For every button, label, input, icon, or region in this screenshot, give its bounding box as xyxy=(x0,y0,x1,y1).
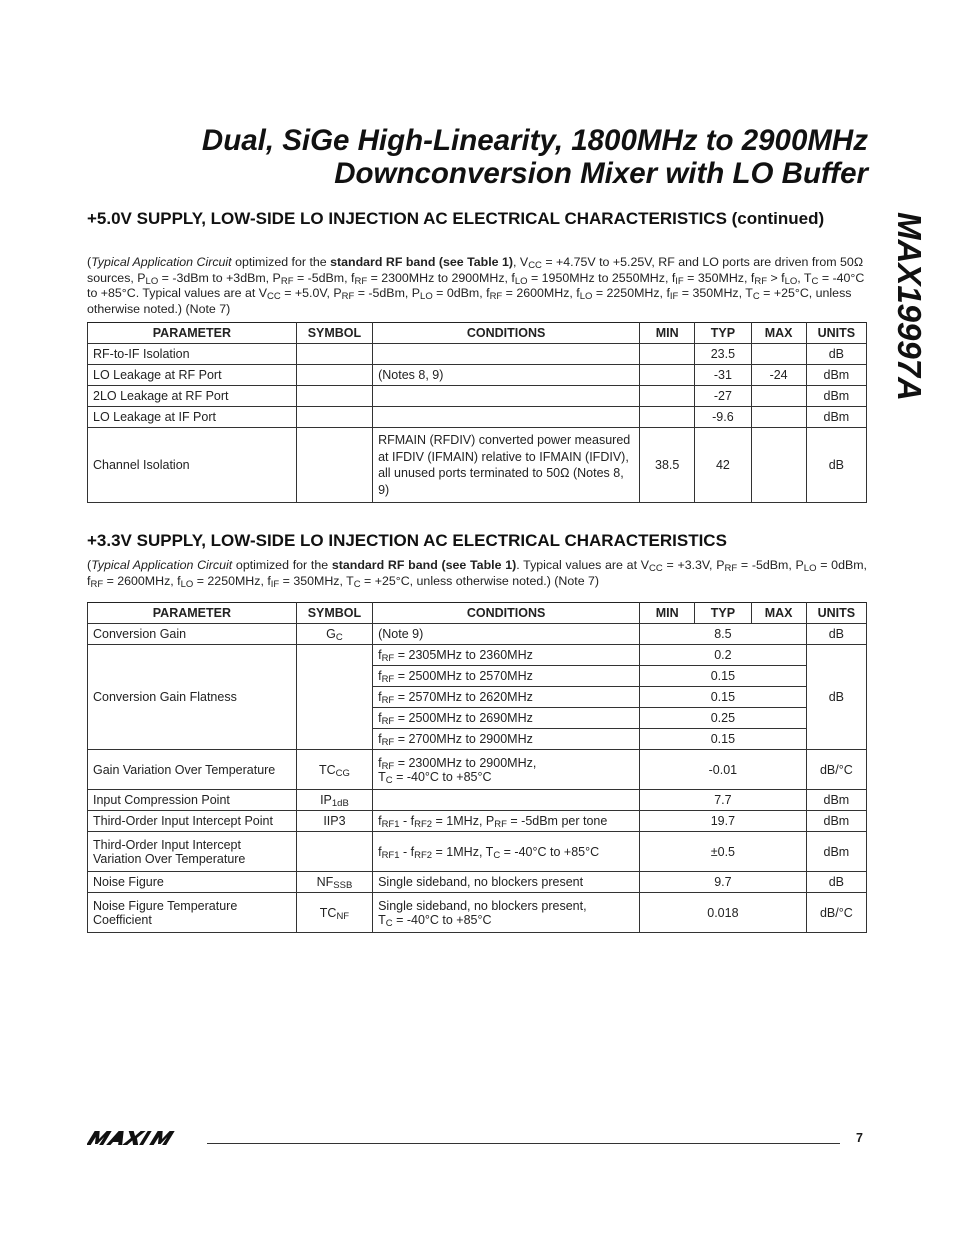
parameter-cell: Channel Isolation xyxy=(88,428,297,503)
header-parameter: PARAMETER xyxy=(88,603,297,624)
document-title xyxy=(202,124,868,190)
conditions-cell: (Notes 8, 9) xyxy=(373,365,640,386)
table-row xyxy=(88,428,867,503)
typ-cell: 0.2 xyxy=(640,645,807,666)
typ-cell: 23.5 xyxy=(695,344,751,365)
header-typ: TYP xyxy=(695,323,751,344)
conditions-cell: $f_{RF} = 2700MHz$ to 2900MHz xyxy=(373,729,640,750)
parameter-cell: Conversion Gain Flatness xyxy=(88,645,297,750)
symbol-cell: IIP3 xyxy=(296,811,372,832)
parameter-cell: Gain Variation Over Temperature xyxy=(88,750,297,790)
parameter-cell: Conversion Gain xyxy=(88,624,297,645)
header-symbol: SYMBOL xyxy=(296,323,372,344)
footer-rule xyxy=(207,1143,840,1144)
units-cell: dBm xyxy=(806,832,866,872)
max-cell xyxy=(751,428,806,503)
table-header-row xyxy=(88,323,867,344)
units-cell: dBm xyxy=(806,386,866,407)
conditions-cell xyxy=(373,344,640,365)
header-max: MAX xyxy=(751,323,806,344)
parameter-cell: Noise Figure xyxy=(88,872,297,893)
flatness-range: = 2700MHz to 2900MHz xyxy=(397,732,533,746)
table-row xyxy=(88,872,867,893)
symbol-cell: $TC_{NF}$ xyxy=(296,893,372,933)
conditions-cell: $f_{RF} = 2305MHz$ to 2360MHz xyxy=(373,645,640,666)
header-units: UNITS xyxy=(806,323,866,344)
table-row xyxy=(88,386,867,407)
conditions-cell xyxy=(373,790,640,811)
symbol-cell: $G_C$ xyxy=(296,624,372,645)
table-row xyxy=(88,790,867,811)
parameter-cell: 2LO Leakage at RF Port xyxy=(88,386,297,407)
maxim-logo-graphic xyxy=(87,1130,199,1146)
table-row xyxy=(88,407,867,428)
typ-cell: 0.018 xyxy=(640,893,807,933)
conditions-cell: $f_{RF} = 2300MHz$ to 2900MHz, $T_C = -40^\circ C$ to +85°C xyxy=(373,750,640,790)
parameter-cell: Input Compression Point xyxy=(88,790,297,811)
typ-cell: 0.15 xyxy=(640,687,807,708)
units-cell: dBm xyxy=(806,790,866,811)
typ-cell: 0.15 xyxy=(640,729,807,750)
parameter-cell: Third-Order Input Intercept Point xyxy=(88,811,297,832)
max-cell xyxy=(751,407,806,428)
typ-cell: 19.7 xyxy=(640,811,807,832)
table-row xyxy=(88,624,867,645)
symbol-cell xyxy=(296,428,372,503)
section1-heading: +5.0V SUPPLY, LOW-SIDE LO INJECTION AC ELECTRICAL CHARACTERISTICS (continued) xyxy=(87,209,825,228)
flatness-range: = 2570MHz to 2620MHz xyxy=(397,690,533,704)
symbol-cell xyxy=(296,407,372,428)
conditions-cell: Single sideband, no blockers present xyxy=(373,872,640,893)
units-cell: dB xyxy=(806,624,866,645)
header-max: MAX xyxy=(751,603,806,624)
conditions-cell: Single sideband, no blockers present, $T_C = -40^\circ C$ to +85°C xyxy=(373,893,640,933)
table-header-row xyxy=(88,603,867,624)
title-line-2: Downconversion Mixer with LO Buffer xyxy=(334,157,868,190)
table-row xyxy=(88,750,867,790)
maxim-logo xyxy=(87,1130,199,1151)
title-line-1: Dual, SiGe High-Linearity, 1800MHz to 2900MHz xyxy=(201,124,868,157)
table-row xyxy=(88,893,867,933)
side-part-number xyxy=(880,212,940,472)
conditions-cell: $f_{RF} = 2570MHz$ to 2620MHz xyxy=(373,687,640,708)
header-min: MIN xyxy=(640,603,695,624)
typ-cell: 0.25 xyxy=(640,708,807,729)
table-row xyxy=(88,365,867,386)
units-cell: dB/°C xyxy=(806,893,866,933)
units-cell: dBm xyxy=(806,407,866,428)
units-cell: dB xyxy=(806,428,866,503)
side-part-number-text: MAX19997A xyxy=(891,212,928,401)
section1-table xyxy=(87,322,867,503)
symbol-cell xyxy=(296,645,372,750)
min-cell xyxy=(640,386,695,407)
typ-cell: -31 xyxy=(695,365,751,386)
min-cell: 38.5 xyxy=(640,428,695,503)
min-cell xyxy=(640,365,695,386)
parameter-cell: Third-Order Input Intercept Variation Over Temperature xyxy=(88,832,297,872)
min-cell xyxy=(640,344,695,365)
header-parameter: PARAMETER xyxy=(88,323,297,344)
flatness-range: = 2500MHz to 2570MHz xyxy=(397,669,533,683)
units-cell: dBm xyxy=(806,811,866,832)
symbol-cell xyxy=(296,386,372,407)
parameter-cell: RF-to-IF Isolation xyxy=(88,344,297,365)
symbol-cell: $NF_{SSB}$ xyxy=(296,872,372,893)
header-conditions: CONDITIONS xyxy=(373,603,640,624)
units-cell: dBm xyxy=(806,365,866,386)
conditions-cell: $f_{RF1} - f_{RF2} = 1MHz$, $P_{RF} = -5dBm$ per tone xyxy=(373,811,640,832)
table-row xyxy=(88,645,867,666)
units-cell: dB xyxy=(806,344,866,365)
conditions-cell: $f_{RF1} - f_{RF2} = 1MHz$, $T_C = -40^\circ C$ to +85°C xyxy=(373,832,640,872)
section2-conditions: (Typical Application Circuit optimized for the standard RF band (see Table 1). Typical values are at $V_{CC} = +3.3V$, $P_{RF} = -5dBm$, $P_{LO} = 0dBm$, $f_{RF} = 2600MHz$, $f_{LO} = 2250MHz$, $f_{IF} = 350MHz$, $T_C = +25^\circ C$, unless otherwise noted.) (Note 7) xyxy=(87,558,867,590)
max-cell xyxy=(751,386,806,407)
max-cell: -24 xyxy=(751,365,806,386)
parameter-cell: LO Leakage at IF Port xyxy=(88,407,297,428)
units-cell: dB xyxy=(806,872,866,893)
section2-heading: +3.3V SUPPLY, LOW-SIDE LO INJECTION AC ELECTRICAL CHARACTERISTICS xyxy=(87,531,727,550)
conditions-cell: (Note 9) xyxy=(373,624,640,645)
units-cell: dB xyxy=(806,645,866,750)
symbol-cell xyxy=(296,344,372,365)
typ-cell: -0.01 xyxy=(640,750,807,790)
header-units: UNITS xyxy=(806,603,866,624)
parameter-cell: Noise Figure Temperature Coefficient xyxy=(88,893,297,933)
typ-cell: -9.6 xyxy=(695,407,751,428)
typ-cell: 9.7 xyxy=(640,872,807,893)
conditions-cell xyxy=(373,386,640,407)
symbol-cell xyxy=(296,832,372,872)
section2-table xyxy=(87,602,867,933)
typ-cell: -27 xyxy=(695,386,751,407)
header-typ: TYP xyxy=(695,603,751,624)
typ-cell: 42 xyxy=(695,428,751,503)
header-min: MIN xyxy=(640,323,695,344)
table-row xyxy=(88,811,867,832)
min-cell xyxy=(640,407,695,428)
page-number: 7 xyxy=(856,1131,863,1145)
flatness-range: = 2305MHz to 2360MHz xyxy=(397,648,533,662)
typ-cell: 7.7 xyxy=(640,790,807,811)
symbol-cell: $TC_{CG}$ xyxy=(296,750,372,790)
symbol-cell xyxy=(296,365,372,386)
header-symbol: SYMBOL xyxy=(296,603,372,624)
table-row xyxy=(88,344,867,365)
parameter-cell: LO Leakage at RF Port xyxy=(88,365,297,386)
typ-cell: ±0.5 xyxy=(640,832,807,872)
typ-cell: 8.5 xyxy=(640,624,807,645)
conditions-cell: $f_{RF} = 2500MHz$ to 2690MHz xyxy=(373,708,640,729)
flatness-range: = 2500MHz to 2690MHz xyxy=(397,711,533,725)
conditions-cell: $f_{RF} = 2500MHz$ to 2570MHz xyxy=(373,666,640,687)
max-cell xyxy=(751,344,806,365)
conditions-cell: RFMAIN (RFDIV) converted power measured at IFDIV (IFMAIN) relative to IFMAIN (IFDIV), all unused ports terminated to 50Ω (Notes 8, 9) xyxy=(373,428,640,503)
section1-conditions: (Typical Application Circuit optimized for the standard RF band (see Table 1), $V_{CC} = +4.75V$ to +5.25V, RF and LO ports are driven from 50Ω sources, $P_{LO} = -3dBm$ to +3dBm, $P_{RF} = -5dBm$, $f_{RF} = 2300MHz$ to 2900MHz, $f_{LO} = 1950MHz$ to 2550MHz, $f_{IF} = 350MHz$, $f_{RF} > f_{LO}$, $T_C = -40^\circ C$ to +85°C. Typical values are at $V_{CC} = +5.0V$, $P_{RF} = -5dBm$, $P_{LO} = 0dBm$, $f_{RF} = 2600MHz$, $f_{LO} = 2250MHz$, $f_{IF} = 350MHz$, $T_C = +25^\circ C$, unless otherwise noted.) (Note 7) xyxy=(87,255,865,316)
symbol-cell: $IP_{1dB}$ xyxy=(296,790,372,811)
table-row xyxy=(88,832,867,872)
typ-cell: 0.15 xyxy=(640,666,807,687)
conditions-cell xyxy=(373,407,640,428)
header-conditions: CONDITIONS xyxy=(373,323,640,344)
units-cell: dB/°C xyxy=(806,750,866,790)
